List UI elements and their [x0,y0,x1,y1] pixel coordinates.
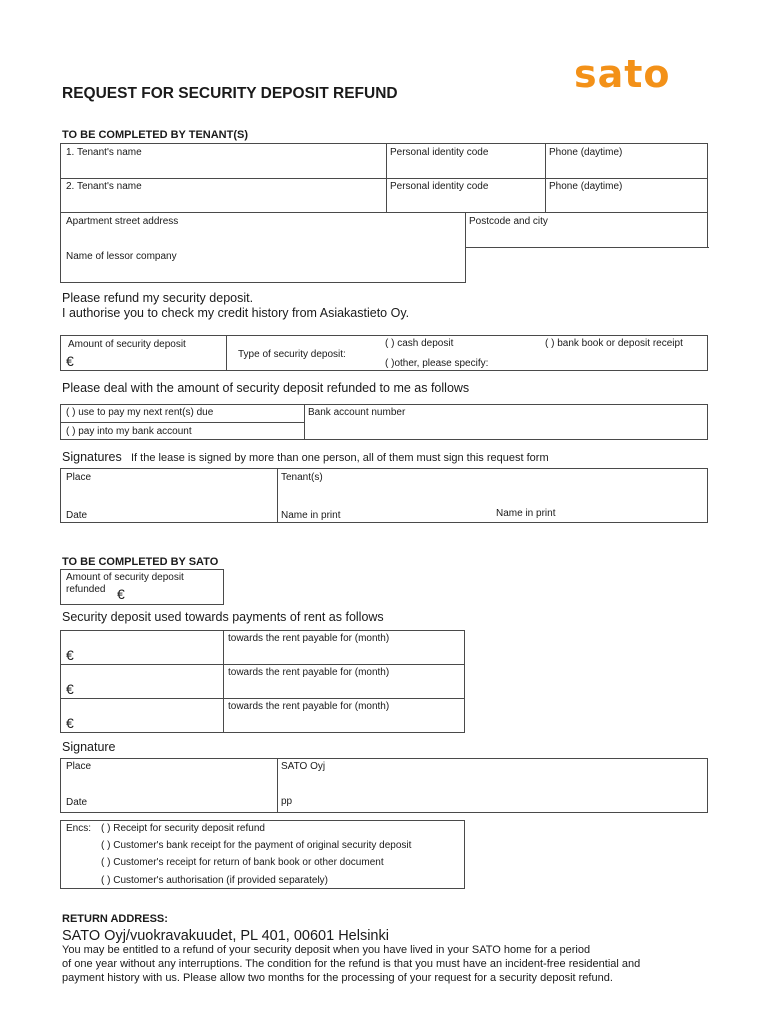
sato-place-field[interactable]: Place [66,761,92,772]
enclosures-label: Encs: [66,823,92,834]
rent-table [60,630,465,733]
name-in-print-1[interactable]: Name in print [281,510,341,521]
street-address-field[interactable]: Apartment street address [66,216,179,227]
deal-heading: Please deal with the amount of security deposit refunded to me as follows [62,381,470,395]
amount-refunded-label-1: Amount of security deposit [66,572,184,583]
deposit-amount-field[interactable]: € [66,353,74,369]
lessor-company-field[interactable]: Name of lessor company [66,251,177,262]
signature-place-field[interactable]: Place [66,472,92,483]
bank-book-option[interactable]: ( ) bank book or deposit receipt [545,338,683,349]
rent-row-1-amount[interactable]: € [66,647,74,663]
refund-note-line-2: of one year without any interruptions. The condition for the refund is that you must have an incident-free residential and [62,958,641,970]
rent-row-2-amount[interactable]: € [66,681,74,697]
sato-pp-field[interactable]: pp [281,796,293,807]
rent-row-3-label: towards the rent payable for (month) [228,701,390,712]
signatures-heading: Signatures [62,450,122,464]
bank-account-number-field[interactable]: Bank account number [308,407,406,418]
tenant2-phone-field[interactable]: Phone (daytime) [549,181,623,192]
tenant2-personal-id-field[interactable]: Personal identity code [390,181,489,192]
signatures-note: If the lease is signed by more than one person, all of them must sign this request form [131,452,549,464]
name-in-print-2[interactable]: Name in print [496,508,556,519]
rent-row-3-amount[interactable]: € [66,715,74,731]
rent-row-2-label: towards the rent payable for (month) [228,667,390,678]
sato-signature-table [60,758,708,813]
page-title: REQUEST FOR SECURITY DEPOSIT REFUND [62,85,398,102]
tenant1-personal-id-field[interactable]: Personal identity code [390,147,489,158]
enclosure-item-4[interactable]: ( ) Customer's authorisation (if provided separately) [101,875,329,886]
bank-account-option[interactable]: ( ) pay into my bank account [66,426,192,437]
other-deposit-option[interactable]: ( )other, please specify: [385,358,489,369]
rent-heading: Security deposit used towards payments of rent as follows [62,610,384,624]
sato-company-field[interactable]: SATO Oyj [281,761,326,772]
enclosure-item-3[interactable]: ( ) Customer's receipt for return of bank book or other document [101,857,384,868]
deposit-amount-label: Amount of security deposit [68,339,186,350]
sato-date-field[interactable]: Date [66,797,88,808]
sato-signature-heading: Signature [62,740,116,754]
enclosure-item-2[interactable]: ( ) Customer's bank receipt for the payment of original security deposit [101,840,412,851]
sato-logo: sato [574,52,671,96]
tenant-signature-field[interactable]: Tenant(s) [281,472,323,483]
refund-note-line-3: payment history with us. Please allow two months for the processing of your request for a security deposit refund. [62,972,613,984]
return-address: SATO Oyj/vuokravakuudet, PL 401, 00601 Helsinki [62,928,389,944]
tenant-section-heading: TO BE COMPLETED BY TENANT(S) [62,129,248,141]
rent-row-1-label: towards the rent payable for (month) [228,633,390,644]
sato-section-heading: TO BE COMPLETED BY SATO [62,556,219,568]
signature-date-field[interactable]: Date [66,510,88,521]
deposit-type-label: Type of security deposit: [238,349,346,360]
amount-refunded-field[interactable]: € [117,586,125,602]
next-rent-option[interactable]: ( ) use to pay my next rent(s) due [66,407,214,418]
cash-deposit-option[interactable]: ( ) cash deposit [385,338,454,349]
amount-refunded-label-2: refunded [66,584,106,595]
return-address-heading: RETURN ADDRESS: [62,913,168,925]
request-line-1: Please refund my security deposit. [62,291,254,305]
enclosure-item-1[interactable]: ( ) Receipt for security deposit refund [101,823,265,834]
tenant1-phone-field[interactable]: Phone (daytime) [549,147,623,158]
refund-note-line-1: You may be entitled to a refund of your security deposit when you have lived in your SATO home for a period [62,944,591,956]
postcode-city-field[interactable]: Postcode and city [469,216,548,227]
tenant1-name-field[interactable]: 1. Tenant's name [66,147,142,158]
signatures-table [60,468,708,523]
request-line-2: I authorise you to check my credit history from Asiakastieto Oy. [62,306,410,320]
tenant2-name-field[interactable]: 2. Tenant's name [66,181,142,192]
